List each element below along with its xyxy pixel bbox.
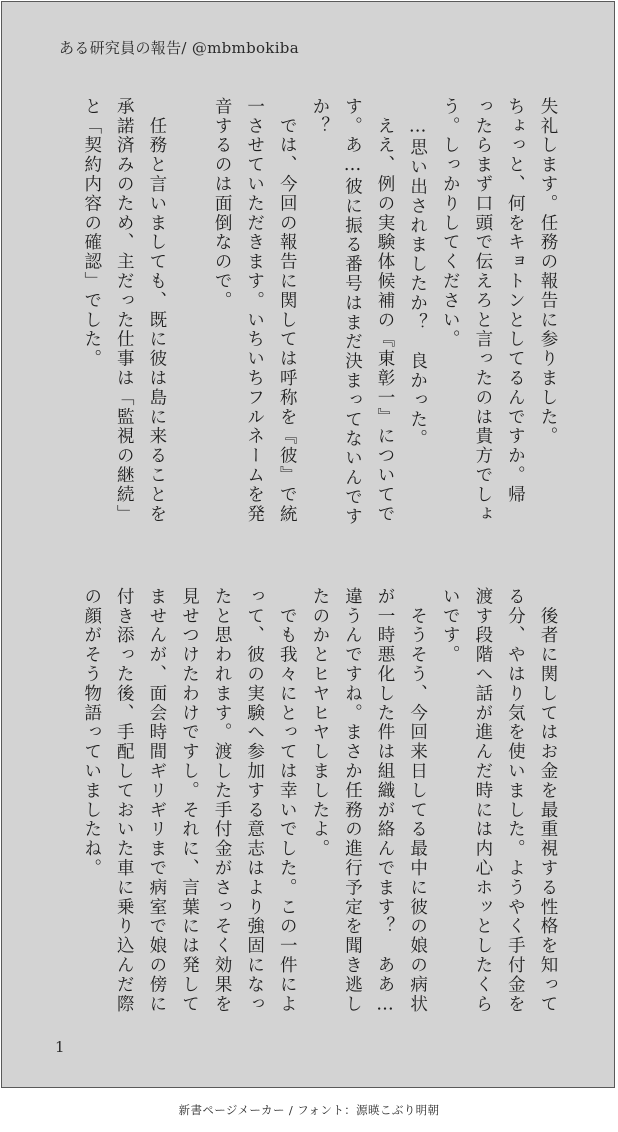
text-block-bottom: 後者に関してはお金を最重視する性格を知って る分、やはり気を使いました。ようやく手付金を 渡す段階へ話が進んだ時には内心ホッとしたくら いです。 そうそう、今回来日してる最中に彼の娘の病状 が一時悪化した件は組織が絡んでます？ ああ… 違うんですね。まさか任務の進行予定を聞き逃し たのかとヒヤヒヤしましたよ。 でも我々にとっては幸いでした。この一件によ って、彼の実験へ参加する意志はより強固になっ たと思われます。渡した手付金がさっそく効果を 見せつけたわけですし。それに、言葉には発して ませんが、面会時間ギリギリまで病室で娘の傍に 付き添った後、手配しておいた車に乗り込んだ際 の顔がそう物語っていましたね。 bbox=[81, 587, 558, 1017]
page-header: ある研究員の報告/ @mbmbokiba bbox=[59, 39, 299, 57]
footer-credit: 新書ページメーカー / フォント：源暎こぶり明朝 bbox=[178, 1103, 440, 1117]
page-number: 1 bbox=[55, 1038, 65, 1056]
text-block-top: 失礼します。任務の報告に参りました。 ちょっと、何をキョトンとしてるんですか。帰 ったらまず口頭で伝えろと言ったのは貴方でしょ う。しっかりしてください。 …思い出されましたか？ 良かった。 ええ、例の実験体候補の『東彰一』についてで す。あ…彼に振る番号はまだ決まってないんです か？ では、今回の報告に関しては呼称を『彼』で統 一させていただきます。いちいちフルネームを発 音するのは面倒なので。 任務と言いましても、既に彼は島に来ることを 承諾済みのため、主だった仕事は「監視の継続」 と「契約内容の確認」でした。 bbox=[81, 97, 558, 527]
page bbox=[1, 1, 615, 1088]
